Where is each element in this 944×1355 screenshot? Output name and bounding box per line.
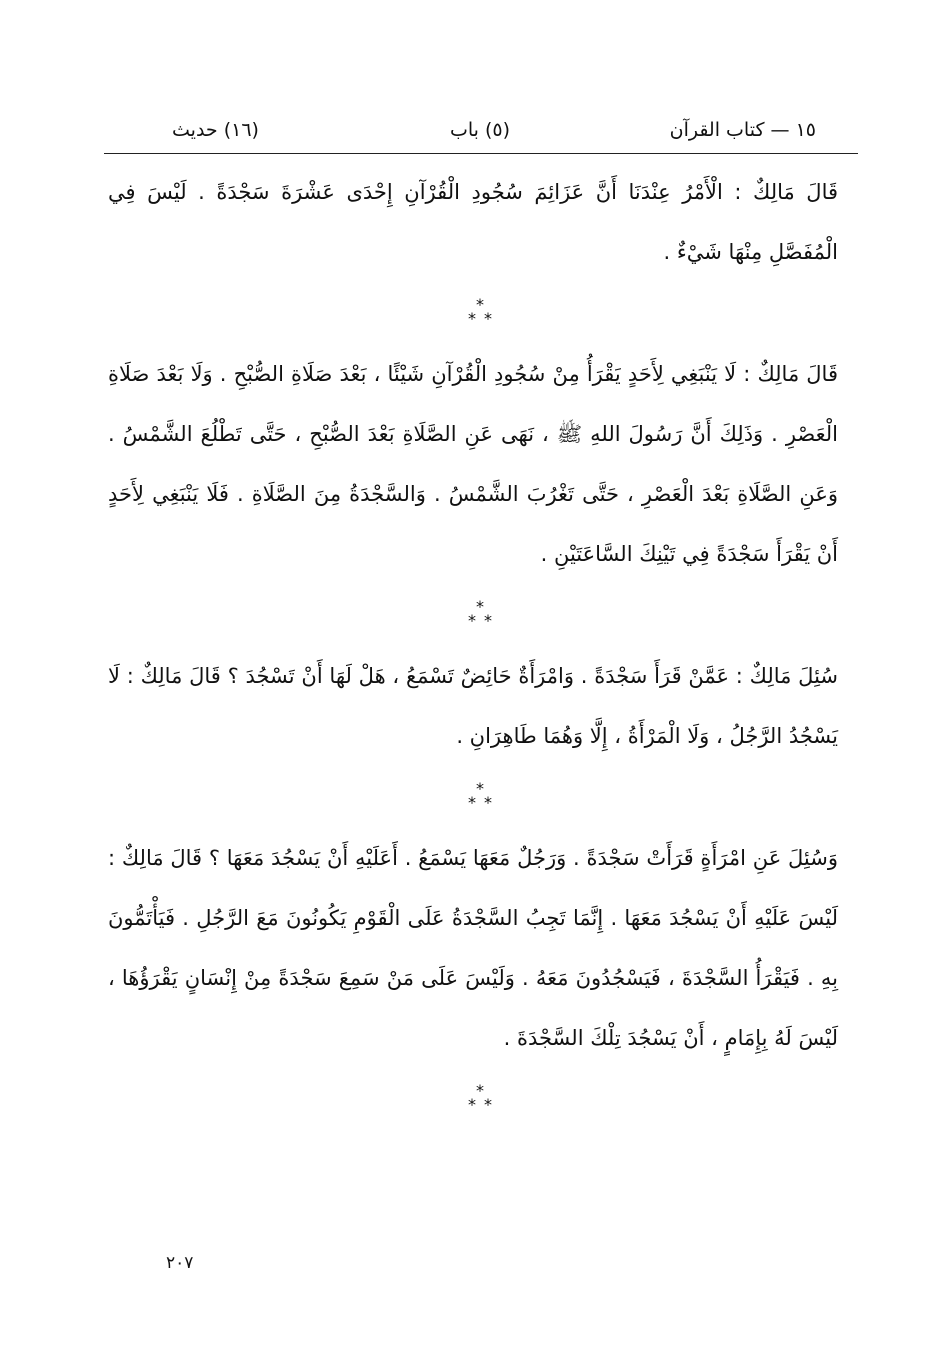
paragraph-4: وَسُئِلَ عَنِ امْرَأَةٍ قَرَأَتْ سَجْدَةً . وَرَجُلٌ مَعَهَا يَسْمَعُ . أَعَلَيْهِ أَنْ يَسْجُدَ مَعَهَا ؟ قَالَ مَالِكٌ : لَيْسَ عَلَيْهِ أَنْ يَسْجُدَ مَعَهَا . إِنَّمَا تَجِبُ السَّجْدَةُ عَلَى الْقَوْمِ يَكُونُونَ مَعَ الرَّجُلِ . فَيَأْتَمُّونَ بِهِ . فَيَقْرَأُ السَّجْدَةَ ، فَيَسْجُدُونَ مَعَهُ . وَلَيْسَ عَلَى مَنْ سَمِعَ سَجْدَةً مِنْ إِنْسَانٍ يَقْرَؤُهَا ، لَيْسَ لَهُ بِإِمَامٍ ، أَنْ يَسْجُدَ تِلْكَ السَّجْدَةَ . — [108, 846, 838, 1050]
asterism-icon — [462, 598, 498, 634]
asterism-icon — [462, 780, 498, 816]
page-number: ٢٠٧ — [166, 1253, 194, 1273]
svg-text:*: * — [468, 793, 476, 812]
hadith-count: (١٦) حديث — [172, 119, 259, 141]
paragraph-1: قَالَ مَالِكٌ : الْأَمْرُ عِنْدَنَا أَنَّ عَزَائِمَ سُجُودِ الْقُرْآنِ إِحْدَى عَشْرَةَ سَجْدَةً . لَيْسَ فِي الْمُفَصَّلِ مِنْهَا شَيْءٌ . — [108, 180, 838, 264]
section-separator — [108, 1068, 838, 1130]
svg-text:*: * — [484, 793, 492, 812]
asterism-icon — [462, 1082, 498, 1118]
svg-text:*: * — [484, 309, 492, 328]
paragraph-3: سُئِلَ مَالِكٌ : عَمَّنْ قَرَأَ سَجْدَةً . وَامْرَأَةٌ حَائِضٌ تَسْمَعُ ، هَلْ لَهَا أَنْ تَسْجُدَ ؟ قَالَ مَالِكٌ : لَا يَسْجُدُ الرَّجُلُ ، وَلَا الْمَرْأَةُ ، إِلَّا وَهُمَا طَاهِرَانِ . — [108, 664, 838, 748]
book-title: ١٥ — كتاب القرآن — [669, 119, 816, 141]
header-rule — [104, 153, 858, 154]
paragraph-2: قَالَ مَالِكٌ : لَا يَنْبَغِي لِأَحَدٍ يَقْرَأُ مِنْ سُجُودِ الْقُرْآنِ شَيْئًا ، بَعْدَ صَلَاةِ الصُّبْحِ . وَلَا بَعْدَ صَلَاةِ الْعَصْرِ . وَذَلِكَ أَنَّ رَسُولَ اللهِ ﷺ ، نَهَى عَنِ الصَّلَاةِ بَعْدَ الصُّبْحِ ، حَتَّى تَطْلُعَ الشَّمْسُ . وَعَنِ الصَّلَاةِ بَعْدَ الْعَصْرِ ، حَتَّى تَغْرُبَ الشَّمْسُ . وَالسَّجْدَةُ مِنَ الصَّلَاةِ . فَلَا يَنْبَغِي لِأَحَدٍ أَنْ يَقْرَأَ سَجْدَةً فِي تَيْنِكَ السَّاعَتَيْنِ . — [108, 362, 838, 566]
svg-text:*: * — [476, 598, 484, 616]
section-separator — [108, 766, 838, 828]
svg-text:*: * — [484, 611, 492, 630]
svg-text:*: * — [476, 296, 484, 314]
running-header — [104, 112, 856, 148]
asterism-icon — [462, 296, 498, 332]
svg-text:*: * — [476, 1082, 484, 1100]
svg-text:*: * — [468, 309, 476, 328]
text-body — [108, 162, 838, 1130]
svg-text:*: * — [468, 1095, 476, 1114]
chapter-label: (٥) باب — [449, 119, 511, 141]
section-separator — [108, 282, 838, 344]
svg-text:*: * — [476, 780, 484, 798]
svg-text:*: * — [484, 1095, 492, 1114]
svg-text:*: * — [468, 611, 476, 630]
section-separator — [108, 584, 838, 646]
